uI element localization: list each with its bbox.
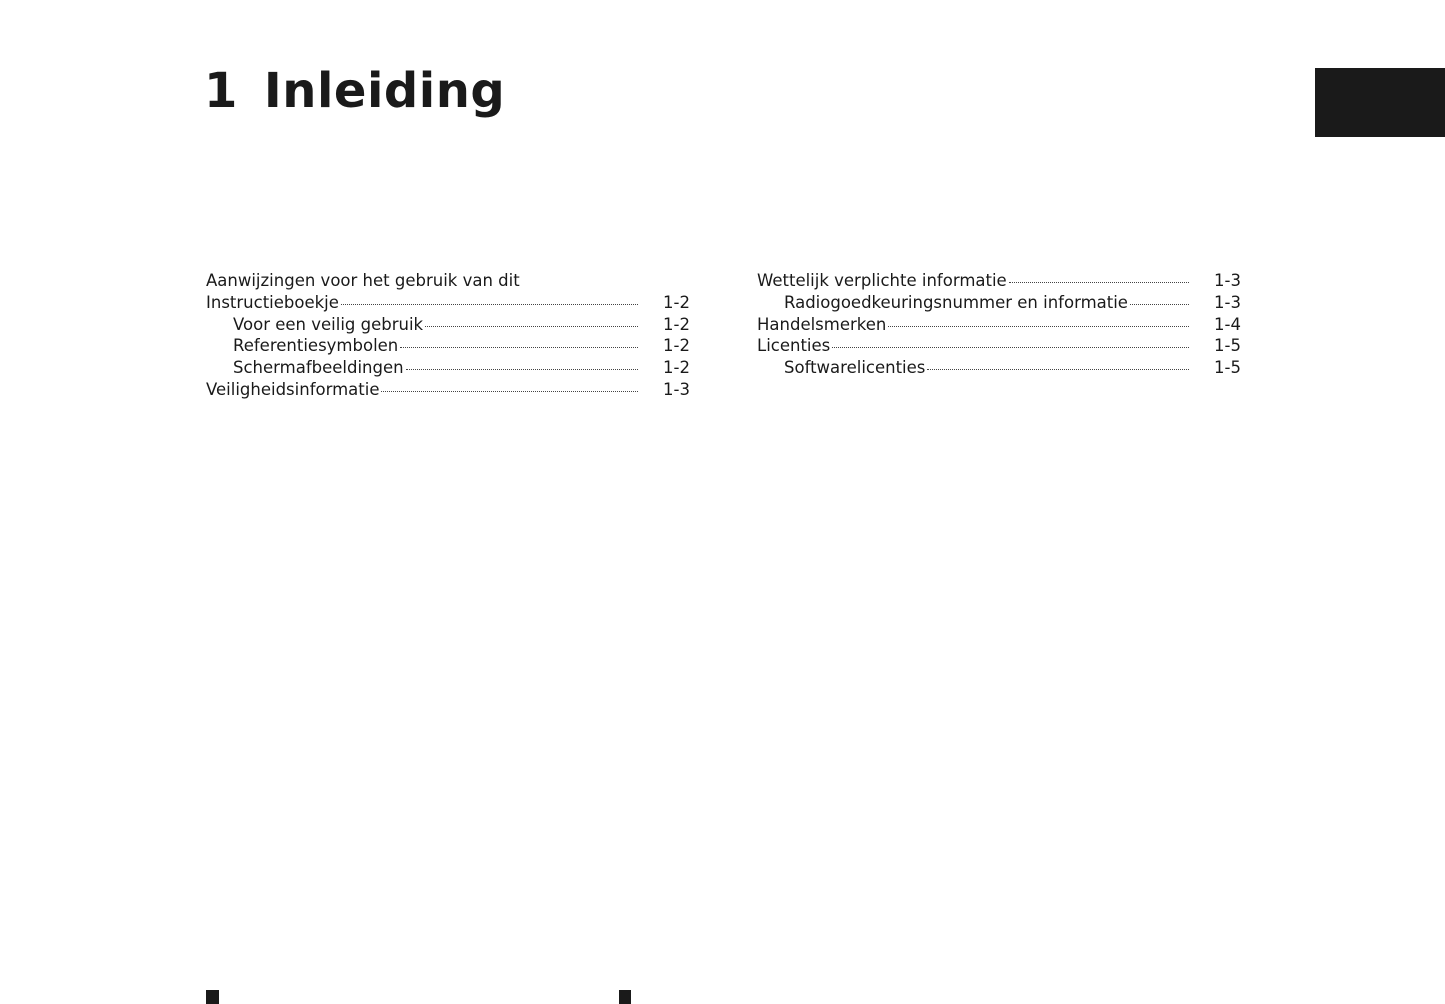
toc-entry-page: 1-3 xyxy=(1214,271,1241,290)
toc-dot-leader xyxy=(1130,298,1189,305)
toc-dot-leader xyxy=(425,320,638,327)
toc-subentry[interactable] xyxy=(206,335,690,357)
toc-dot-leader xyxy=(888,320,1189,327)
toc-entry-page: 1-5 xyxy=(1214,358,1241,377)
toc-entry-label: Wettelijk verplichte informatie xyxy=(757,271,1007,290)
toc-dot-leader xyxy=(832,341,1189,348)
toc-entry[interactable] xyxy=(206,379,690,401)
toc-entry-label: Schermafbeeldingen xyxy=(233,358,404,377)
toc-entry-label: Instructieboekje xyxy=(206,292,339,312)
toc-entry[interactable] xyxy=(757,335,1241,357)
toc-dot-leader xyxy=(927,363,1189,370)
toc-entry-page: 1-2 xyxy=(663,314,690,334)
cropped-glyph-fragment xyxy=(206,990,219,1004)
toc-subentry[interactable] xyxy=(206,357,690,379)
toc-entry-page: 1-2 xyxy=(663,336,690,356)
toc-dot-leader xyxy=(400,341,638,348)
chapter-number: 1 xyxy=(204,63,238,119)
toc-entry-label: Radiogoedkeuringsnummer en informatie xyxy=(784,292,1128,312)
toc-entry-label: Licenties xyxy=(757,336,831,356)
toc-subentry[interactable] xyxy=(757,357,1241,379)
toc-entry-label: Veiligheidsinformatie xyxy=(206,379,380,399)
toc-entry[interactable] xyxy=(757,314,1241,336)
cropped-glyph-fragment xyxy=(619,990,631,1004)
toc-entry-page: 1-3 xyxy=(1214,292,1241,312)
toc-entry-label: Voor een veilig gebruik xyxy=(233,314,424,334)
chapter-title xyxy=(204,60,505,122)
toc-subentry[interactable] xyxy=(757,292,1241,314)
toc-subentry[interactable] xyxy=(206,314,690,336)
toc-left-column xyxy=(206,270,690,401)
toc-entry-label: Aanwijzingen voor het gebruik van dit xyxy=(206,271,520,290)
toc-entry-page: 1-2 xyxy=(663,358,690,377)
toc-dot-leader xyxy=(341,298,638,305)
toc-dot-leader xyxy=(381,385,638,392)
toc-entry-page: 1-2 xyxy=(663,292,690,312)
toc-entry[interactable] xyxy=(206,292,690,314)
toc-dot-leader xyxy=(406,363,638,370)
toc-entry[interactable] xyxy=(757,270,1241,292)
chapter-tab-marker xyxy=(1315,68,1445,137)
toc-right-column xyxy=(757,270,1241,379)
toc-entry[interactable] xyxy=(206,270,690,292)
toc-entry-page: 1-5 xyxy=(1214,336,1241,356)
toc-entry-label: Handelsmerken xyxy=(757,314,887,334)
chapter-title-text: Inleiding xyxy=(263,63,506,119)
toc-entry-page: 1-4 xyxy=(1214,314,1241,334)
toc-entry-label: Softwarelicenties xyxy=(784,358,926,377)
toc-entry-page: 1-3 xyxy=(663,379,690,399)
toc-entry-label: Referentiesymbolen xyxy=(233,336,399,356)
toc-dot-leader xyxy=(1009,276,1189,283)
